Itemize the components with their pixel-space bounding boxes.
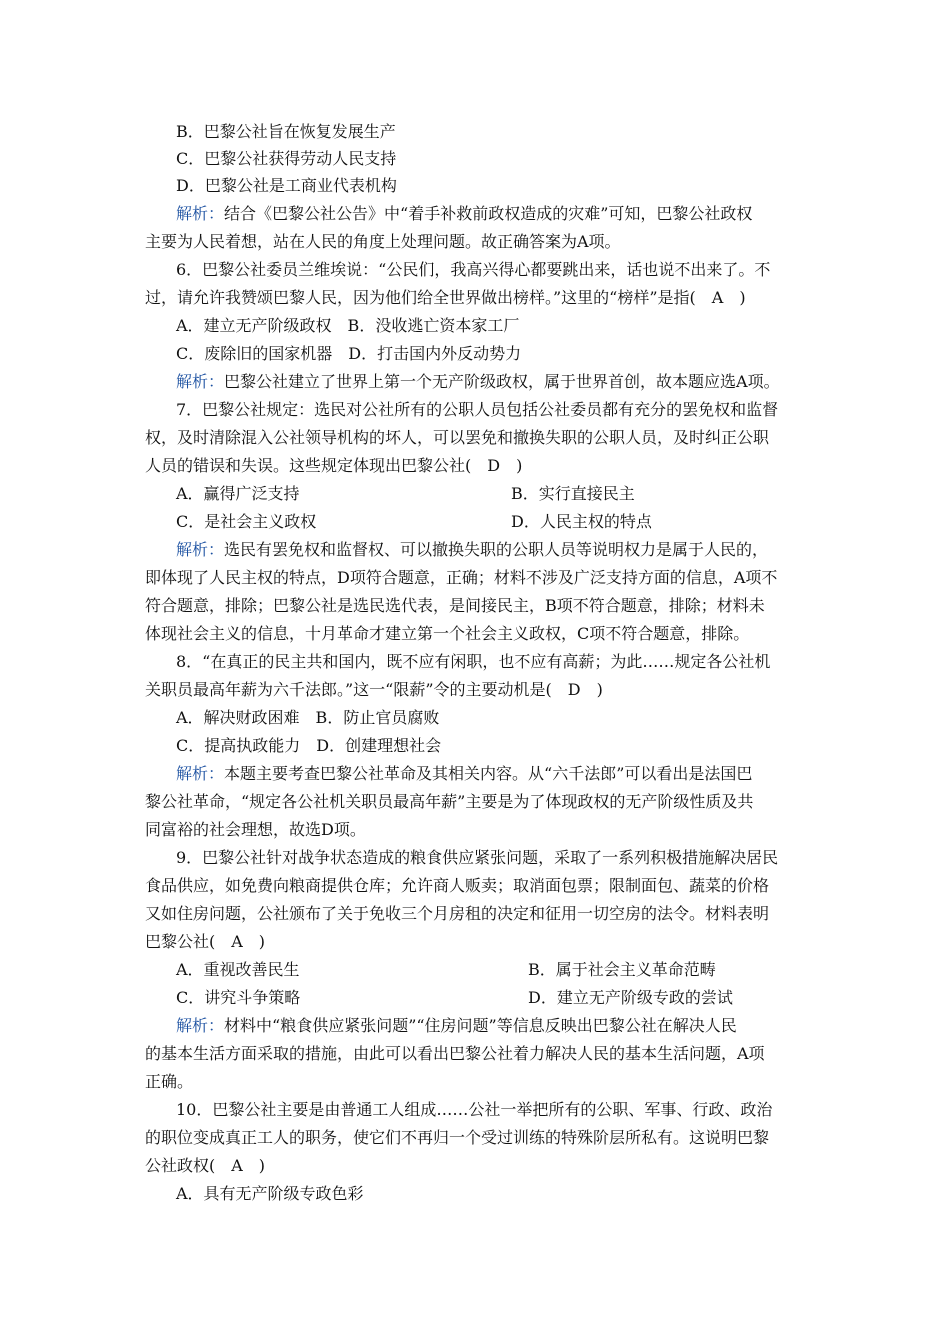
option-a: A．重视改善民生 [176,960,300,979]
question-8: 8．“在真正的民主共和国内，既不应有闲职，也不应有高薪；为此……规定各公社机 [176,652,771,671]
option-d: D．巴黎公社是工商业代表机构 [176,176,397,195]
analysis-line: 解析：选民有罢免权和监督权、可以撤换失职的公职人员等说明权力是属于人民的， [176,540,769,559]
analysis-label: 解析： [176,764,225,783]
analysis-label: 解析： [176,372,225,391]
question-10: 10．巴黎公社主要是由普通工人组成……公社一举把所有的公职、军事、行政、政治 [176,1100,773,1119]
analysis-label: 解析： [176,1016,225,1035]
option-b: B．实行直接民主 [511,484,635,503]
option-c: C．讲究斗争策略 [176,988,301,1007]
analysis-label: 解析： [176,204,225,223]
question-6: 6．巴黎公社委员兰维埃说：“公民们，我高兴得心都要跳出来，话也说不出来了。不 [176,260,771,279]
analysis-line: 同富裕的社会理想，故选D项。 [145,820,366,839]
question-8-cont: 关职员最高年薪为六千法郎。”这一“限薪”令的主要动机是( D ) [145,680,603,699]
analysis-line: 的基本生活方面采取的措施，由此可以看出巴黎公社着力解决人民的基本生活问题，A项 [145,1044,765,1063]
option-b: B．属于社会主义革命范畴 [528,960,716,979]
analysis-line: 解析：本题主要考查巴黎公社革命及其相关内容。从“六千法郎”可以看出是法国巴 [176,764,753,783]
analysis-line: 正确。 [145,1072,194,1091]
option-c: C．是社会主义政权 [176,512,317,531]
question-7-cont: 权，及时清除混入公社领导机构的坏人，可以罢免和撤换失职的公职人员，及时纠正公职 [145,428,770,447]
analysis-line: 解析：结合《巴黎公社公告》中“着手补救前政权造成的灾难”可知，巴黎公社政权 [176,204,753,223]
question-10-cont: 的职位变成真正工人的职务，使它们不再归一个受过训练的特殊阶层所私有。这说明巴黎 [145,1128,770,1147]
option-c: C．巴黎公社获得劳动人民支持 [176,149,397,168]
question-7: 7．巴黎公社规定：选民对公社所有的公职人员包括公社委员都有充分的罢免权和监督 [176,400,779,419]
option-d: D．建立无产阶级专政的尝试 [528,988,733,1007]
question-9: 9．巴黎公社针对战争状态造成的粮食供应紧张问题，采取了一系列积极措施解决居民 [176,848,779,867]
analysis-line: 解析：巴黎公社建立了世界上第一个无产阶级政权，属于世界首创，故本题应选A项。 [176,372,780,391]
question-9-cont: 又如住房问题，公社颁布了关于免收三个月房租的决定和征用一切空房的法令。材料表明 [145,904,770,923]
options-ab: A．解决财政困难 B．防止官员腐败 [176,708,440,727]
option-a: A．赢得广泛支持 [176,484,300,503]
analysis-line: 解析：材料中“粮食供应紧张问题”“住房问题”等信息反映出巴黎公社在解决人民 [176,1016,737,1035]
option-a: A．具有无产阶级专政色彩 [176,1184,364,1203]
question-10-cont: 公社政权( A ) [145,1156,266,1175]
question-9-cont: 巴黎公社( A ) [145,932,266,951]
analysis-line: 体现社会主义的信息，十月革命才建立第一个社会主义政权，C项不符合题意，排除。 [145,624,750,643]
options-cd: C．废除旧的国家机器 D．打击国内外反动势力 [176,344,522,363]
options-cd: C．提高执政能力 D．创建理想社会 [176,736,442,755]
option-d: D．人民主权的特点 [511,512,652,531]
question-6-cont: 过，请允许我赞颂巴黎人民，因为他们给全世界做出榜样。”这里的“榜样”是指( A ) [145,288,746,307]
question-9-cont: 食品供应，如免费向粮商提供仓库；允许商人贩卖；取消面包票；限制面包、蔬菜的价格 [145,876,770,895]
analysis-label: 解析： [176,540,225,559]
question-7-cont: 人员的错误和失误。这些规定体现出巴黎公社( D ) [145,456,523,475]
analysis-line: 主要为人民着想，站在人民的角度上处理问题。故正确答案为A项。 [145,232,621,251]
analysis-line: 黎公社革命，“规定各公社机关职员最高年薪”主要是为了体现政权的无产阶级性质及共 [145,792,754,811]
analysis-line: 符合题意，排除；巴黎公社是选民选代表，是间接民主，B项不符合题意，排除；材料未 [145,596,765,615]
options-ab: A．建立无产阶级政权 B．没收逃亡资本家工厂 [176,316,520,335]
option-b: B．巴黎公社旨在恢复发展生产 [176,122,396,141]
analysis-line: 即体现了人民主权的特点，D项符合题意，正确；材料不涉及广泛支持方面的信息，A项不 [145,568,778,587]
